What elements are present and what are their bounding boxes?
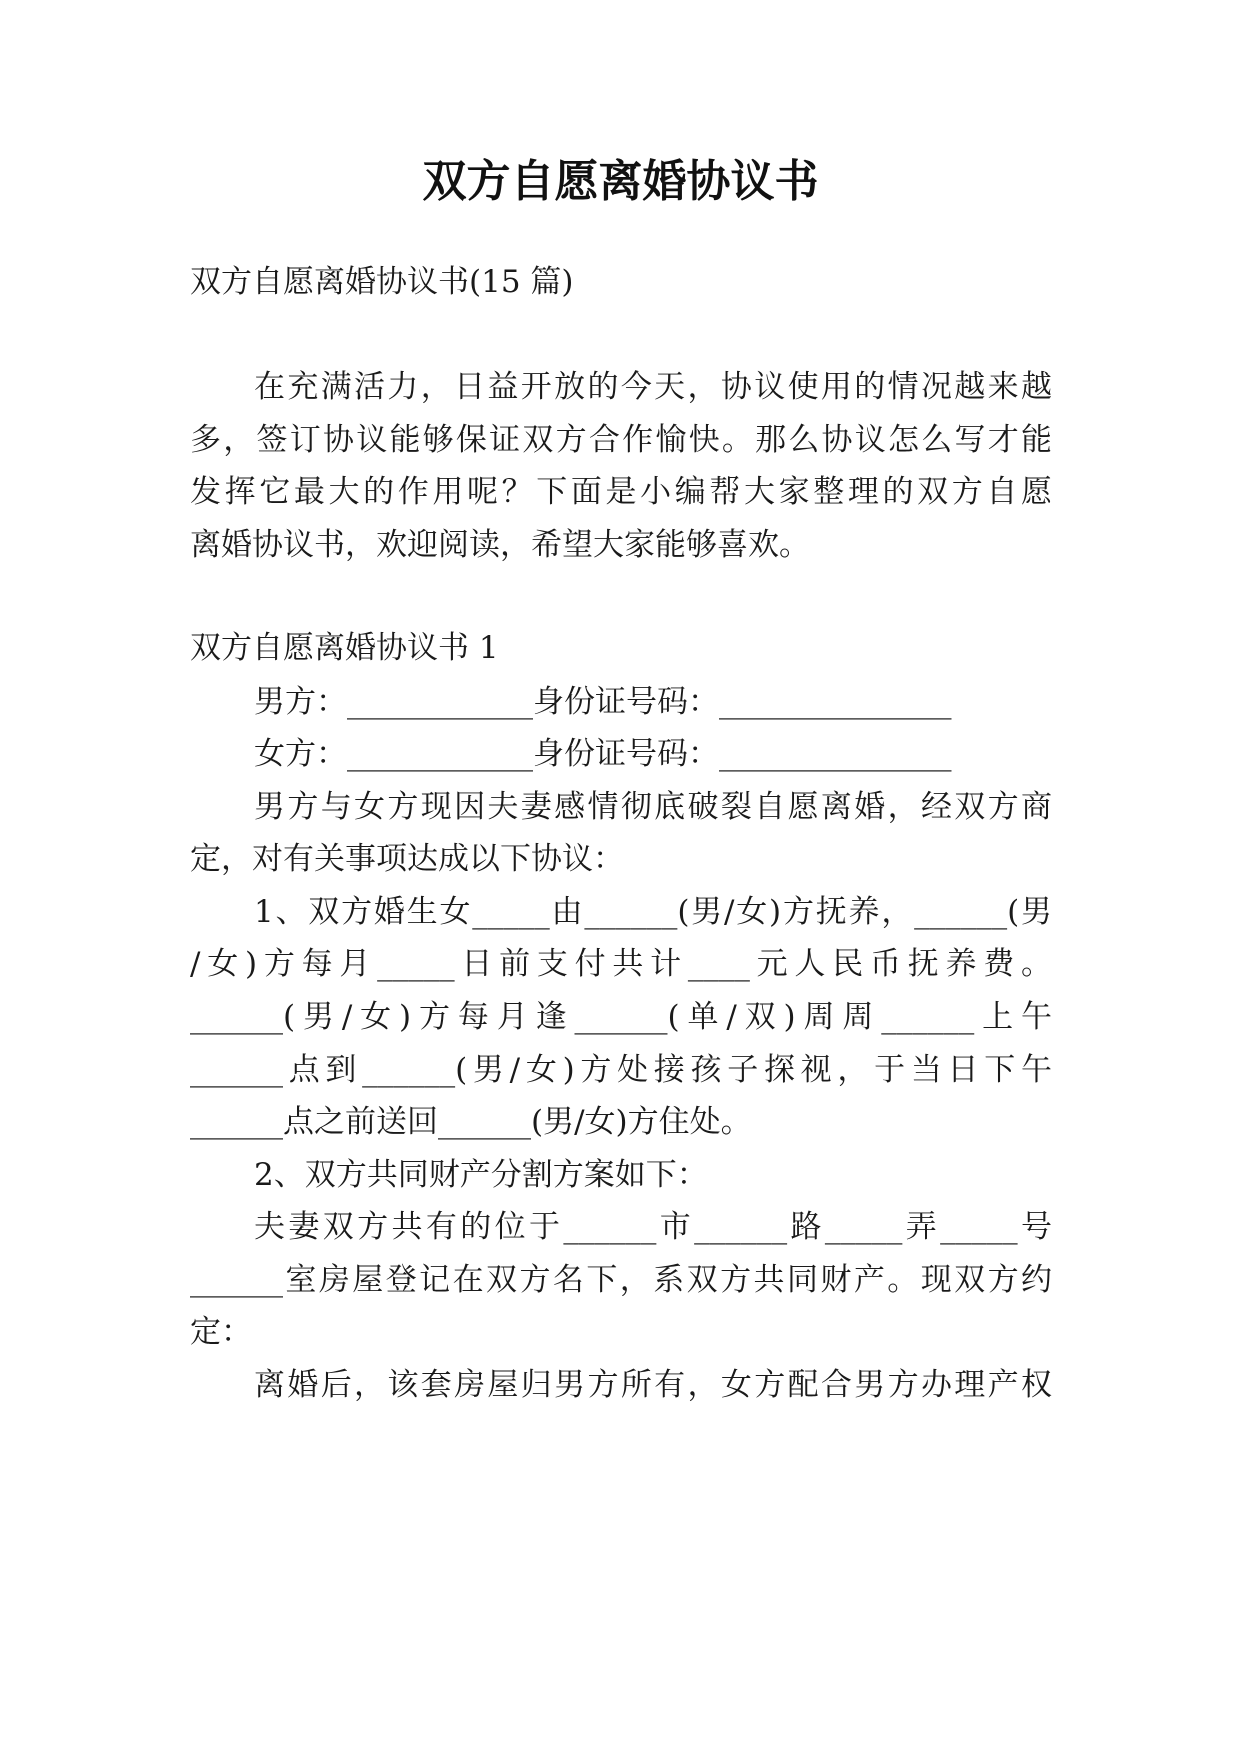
clause1-line-1: 1、双方婚生女_____由______(男/女)方抚养，______(男 [254,894,1052,930]
intro-line-1: 在充满活力，日益开放的今天，协议使用的情况越来越 [254,369,1052,405]
agreement-intro-line-1: 男方与女方现因夫妻感情彻底破裂自愿离婚，经双方商 [254,789,1052,825]
clause1-line-2: /女)方每月_____日前支付共计____元人民币抚养费。 [190,946,1052,982]
property-line-1: 夫妻双方共有的位于______市______路_____弄_____号 [254,1209,1052,1245]
property-line-2: ______室房屋登记在双方名下，系双方共同财产。现双方约 [190,1262,1052,1298]
clause2-heading: 2、双方共同财产分割方案如下： [254,1157,708,1193]
document-title: 双方自愿离婚协议书 [422,156,819,207]
agreement-intro-line-2: 定，对有关事项达成以下协议： [190,841,624,877]
intro-line-3: 发挥它最大的作用呢？下面是小编帮大家整理的双方自愿 [190,474,1052,510]
document-subtitle: 双方自愿离婚协议书(15 篇) [190,264,574,300]
section-heading: 双方自愿离婚协议书 1 [190,630,499,666]
after-divorce-line: 离婚后，该套房屋归男方所有，女方配合男方办理产权 [254,1367,1052,1403]
clause1-line-5: ______点之前送回______(男/女)方住处。 [190,1104,752,1140]
intro-line-2: 多，签订协议能够保证双方合作愉快。那么协议怎么写才能 [190,422,1052,458]
clause1-line-3: ______(男/女)方每月逢______(单/双)周周______上午 [190,999,1052,1035]
male-party-line: 男方：____________身份证号码：_______________ [254,684,952,720]
property-line-3: 定： [190,1314,252,1350]
female-party-line: 女方：____________身份证号码：_______________ [254,736,952,772]
intro-line-4: 离婚协议书，欢迎阅读，希望大家能够喜欢。 [190,527,810,563]
clause1-line-4: ______点到______(男/女)方处接孩子探视，于当日下午 [190,1052,1052,1088]
